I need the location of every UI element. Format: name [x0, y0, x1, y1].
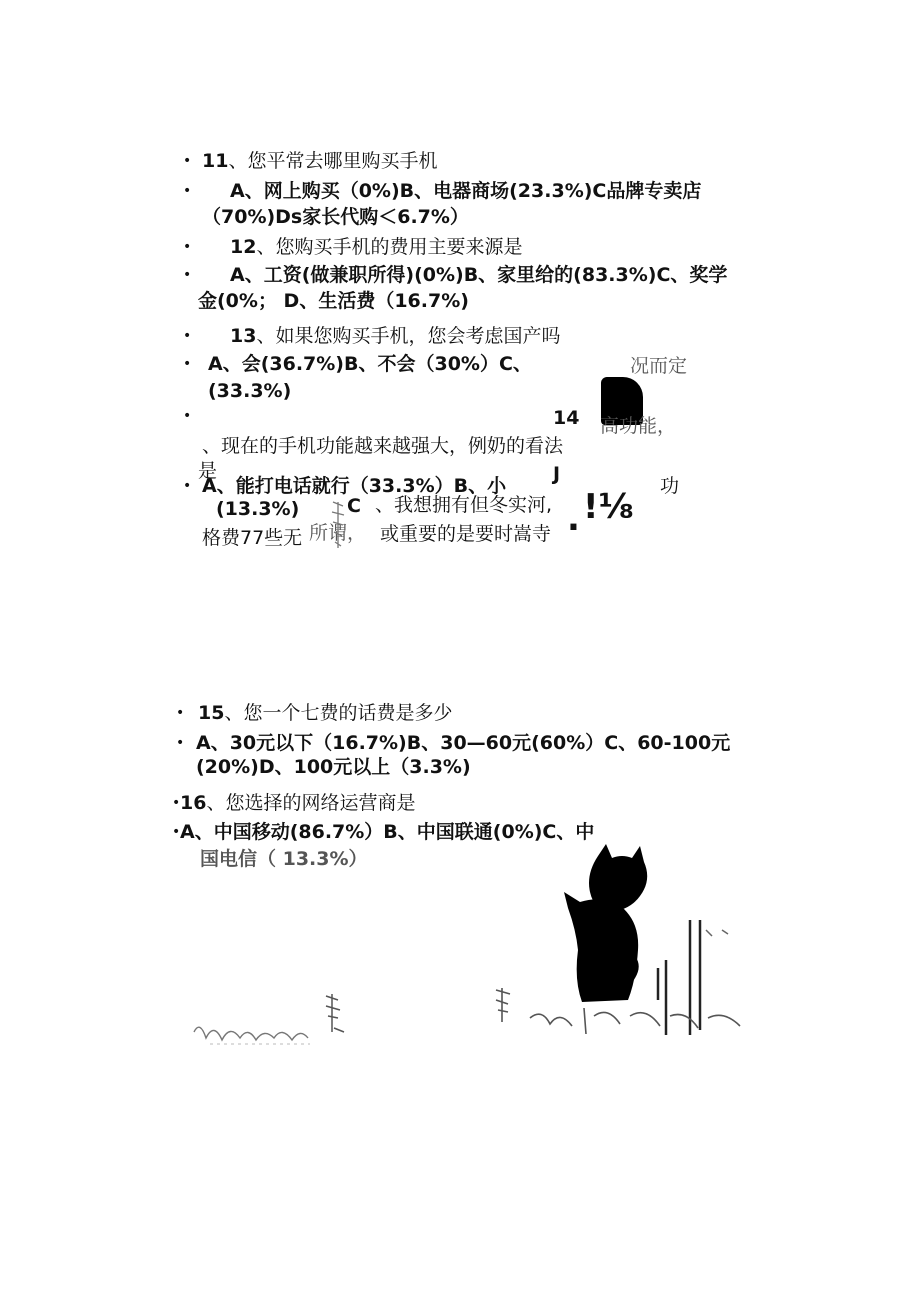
bullet: • [172, 795, 181, 811]
bullet: • [183, 239, 192, 255]
q15-number: 15 [198, 702, 225, 724]
q15-options-line1: A、30元以下（16.7%)B、30—60元(60%）C、60-100元 [196, 732, 731, 754]
q14-side-text: 高功能， [600, 415, 677, 437]
bullet: • [172, 824, 181, 840]
grass-scribble-decoration [190, 992, 360, 1052]
bullet: • [176, 735, 185, 751]
q15-text: 、您一个七费的话费是多少 [224, 702, 453, 724]
q15-question [198, 701, 452, 725]
q16-text: 、您选择的网络运营商是 [206, 792, 416, 814]
q13-options-line2: (33.3%) [208, 380, 292, 402]
q14-big-fragment: !⅛ [583, 487, 634, 527]
q14-number: 14 [553, 407, 580, 429]
q12-options-line1: A、工资(做兼职所得)(0%)B、家里给的(83.3%)C、奖学 [230, 264, 728, 286]
q16-question [180, 791, 415, 815]
scribble-decoration [329, 500, 349, 550]
q13-text: 、如果您购买手机，您会考虑国产吗 [256, 325, 561, 347]
q14-option-a: A、能打电话就行（33.3%）B、小 [202, 475, 507, 497]
q14-text-end: 是 [198, 460, 218, 482]
bullet: • [183, 356, 192, 372]
q13-question [230, 324, 560, 348]
q16-options-line1: A、中国移动(86.7%）B、中国联通(0%)C、中 [180, 821, 595, 843]
q14-text: 、现在的手机功能越来越强大，例奶的看法 [202, 435, 564, 457]
q16-number: 16 [180, 792, 207, 814]
q14-option-c: 、我想拥有但冬实河, [375, 494, 553, 516]
q12-text: 、您购买手机的费用主要来源是 [256, 236, 523, 258]
q14-fragment-gong: 功 [660, 475, 680, 497]
q14-line3c: 或重要的是要时嵩寺 [380, 523, 552, 545]
bullet: • [183, 267, 192, 283]
q13-options-line1: A、会(36.7%)B、不会（30%）C、 [208, 353, 532, 375]
q11-question [202, 149, 437, 173]
cats-silhouette-decoration [490, 840, 750, 1060]
q16-options-line2: 国电信（ 13.3%） [200, 848, 368, 870]
bullet: • [183, 153, 192, 169]
q14-fragment-j: J [553, 463, 561, 485]
q12-number: 12 [230, 236, 257, 258]
bullet: • [176, 705, 185, 721]
q14-fragment-c: C [347, 495, 361, 517]
q14-line3a: 格费77些无 [202, 527, 303, 549]
q12-options-line2: 金(0%； D、生活费（16.7%) [198, 290, 469, 312]
q11-text: 、您平常去哪里购买手机 [228, 150, 438, 172]
q11-options-line2: （70%)Ds家长代购＜6.7%） [202, 206, 469, 228]
bullet: • [183, 328, 192, 344]
q13-side-text: 况而定 [630, 355, 688, 377]
bullet: • [183, 183, 192, 199]
q12-question [230, 235, 522, 259]
bullet: • [183, 478, 192, 494]
q14-percent: (13.3%) [216, 498, 300, 520]
q15-options-line2: (20%)D、100元以上（3.3%) [196, 756, 471, 778]
q13-number: 13 [230, 325, 257, 347]
q11-number: 11 [202, 150, 229, 172]
q14-dot: . [567, 499, 580, 539]
q14-line3b: 所谓， [309, 522, 367, 544]
bullet: • [183, 408, 192, 424]
q11-options-line1: A、网上购买（0%)B、电器商场(23.3%)C品牌专卖店 [230, 180, 702, 202]
